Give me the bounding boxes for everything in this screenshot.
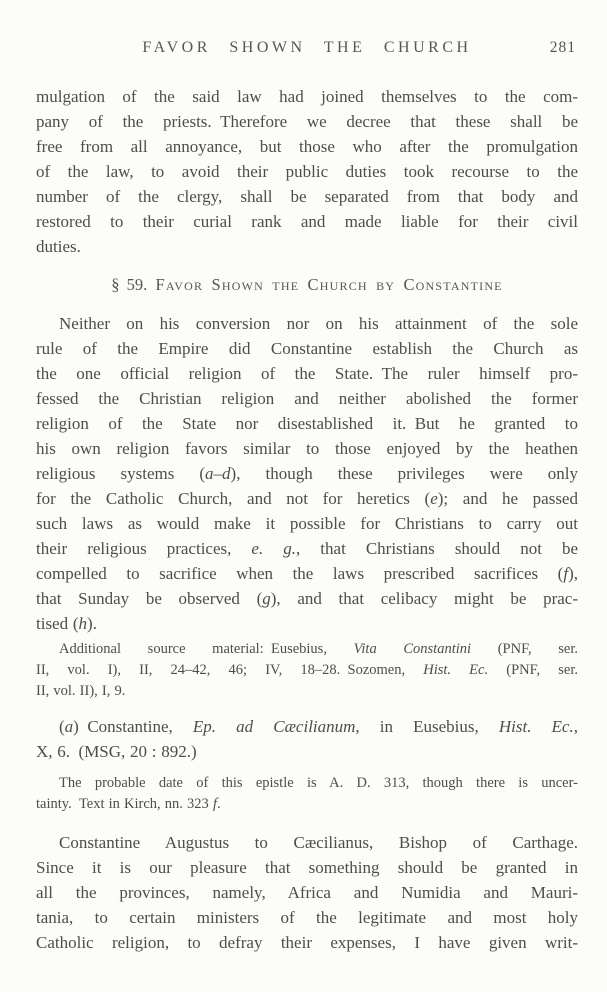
page-header — [36, 38, 578, 58]
text-line: duties. — [36, 237, 81, 256]
text-line: § 59. Favor Shown the Church by Constantine — [111, 275, 503, 294]
text-line: such laws as would make it possible for Christians to carry out — [36, 514, 578, 533]
text-line: pany of the priests. Therefore we decree that these shall be — [36, 112, 578, 131]
text-line: their religious practices, e. g., that Christians should not be — [36, 539, 579, 558]
text-line: Neither on his conversion nor on his attainment of the sole — [59, 314, 578, 333]
text-line: for the Catholic Church, and not for heretics (e); and he passed — [36, 489, 578, 508]
text-line: tainty. Text in Kirch, nn. 323 f. — [36, 796, 221, 812]
text-line: Catholic religion, to defray their expenses, I have given writ- — [36, 933, 578, 952]
text-line: II, vol. I), II, 24–42, 46; IV, 18–28. Sozomen, Hist. Ec. (PNF, ser. — [36, 662, 579, 678]
paragraph-letter — [36, 830, 578, 955]
note-epistle-date — [36, 773, 578, 815]
text-line: the one official religion of the State. The ruler himself pro- — [36, 364, 578, 383]
text-line: all the provinces, namely, Africa and Numidia and Mauri- — [36, 883, 578, 902]
text-line: his own religion favors similar to those enjoyed by the heathen — [36, 439, 578, 458]
text-line: II, vol. II), I, 9. — [36, 683, 126, 699]
text-line: fessed the Christian religion and neither abolished the former — [36, 389, 578, 408]
paragraph-curial-law — [36, 84, 578, 259]
text-line: X, 6. (MSG, 20 : 892.) — [36, 742, 197, 761]
section-heading — [36, 275, 578, 295]
text-line: religion of the State nor disestablished it. But he granted to — [36, 414, 578, 433]
text-line: that Sunday be observed (g), and that celibacy might be prac- — [36, 589, 578, 608]
page-content — [36, 84, 578, 955]
text-line: tania, to certain ministers of the legitimate and most holy — [36, 908, 578, 927]
text-line: mulgation of the said law had joined themselves to the com- — [36, 87, 578, 106]
text-line: restored to their curial rank and made liable for their civil — [36, 212, 578, 231]
text-line: The probable date of this epistle is A. D. 313, though there is uncer- — [59, 775, 578, 791]
running-head: FAVOR SHOWN THE CHURCH — [142, 39, 472, 56]
text-line: tised (h). — [36, 614, 97, 633]
text-line: free from all annoyance, but those who after the promulgation — [36, 137, 578, 156]
text-line: (a) Constantine, Ep. ad Cæcilianum, in Eusebius, Hist. Ec., — [59, 717, 578, 736]
text-line: rule of the Empire did Constantine establish the Church as — [36, 339, 578, 358]
text-line: compelled to sacrifice when the laws prescribed sacrifices (f), — [36, 564, 578, 583]
note-additional-sources — [36, 639, 578, 702]
text-line: number of the clergy, shall be separated from that body and — [36, 187, 578, 206]
text-line: religious systems (a–d), though these privileges were only — [36, 464, 579, 483]
citation-a — [36, 714, 578, 764]
page-number: 281 — [549, 39, 576, 56]
text-line: of the law, to avoid their public duties took recourse to the — [36, 162, 578, 181]
text-line: Additional source material: Eusebius, Vita Constantini (PNF, ser. — [59, 641, 578, 657]
text-line: Constantine Augustus to Cæcilianus, Bishop of Carthage. — [59, 833, 578, 852]
paragraph-intro — [36, 311, 578, 636]
text-line: Since it is our pleasure that something should be granted in — [36, 858, 578, 877]
